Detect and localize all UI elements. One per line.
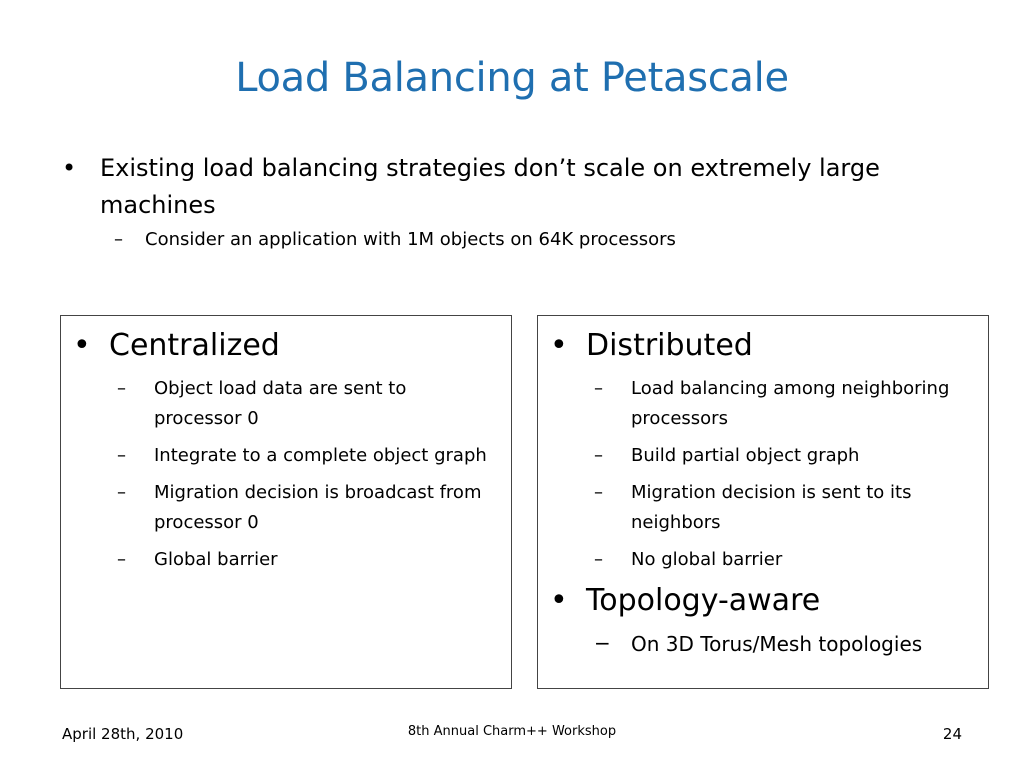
centralized-item (117, 478, 498, 538)
dash-marker: – (117, 482, 126, 503)
centralized-box (60, 315, 512, 689)
main-bullet-item (62, 150, 962, 224)
main-sub-bullet-text: Consider an application with 1M objects on 64K processors (145, 229, 676, 250)
main-sub-bullet-item (114, 226, 962, 254)
dash-marker: – (594, 445, 603, 466)
distributed-item (594, 441, 975, 471)
dash-marker: – (114, 229, 123, 250)
dash-marker: – (594, 549, 603, 570)
distributed-box (537, 315, 989, 689)
distributed-item (594, 374, 975, 434)
main-bullet-list (62, 150, 962, 254)
centralized-item (117, 374, 498, 434)
centralized-item-text: Global barrier (154, 549, 278, 570)
distributed-heading: Distributed (586, 328, 753, 363)
main-bullet-text: Existing load balancing strategies don’t scale on extremely large machines (100, 154, 880, 219)
distributed-item-text: Migration decision is sent to its neighbors (631, 482, 912, 533)
slide-title: Load Balancing at Petascale (235, 55, 789, 101)
topology-item (594, 628, 975, 660)
bullet-marker: • (62, 154, 77, 182)
dash-marker: – (117, 445, 126, 466)
distributed-item-text: Load balancing among neighboring processors (631, 378, 950, 429)
centralized-item (117, 545, 498, 575)
distributed-heading-row (550, 326, 975, 366)
distributed-item-text: Build partial object graph (631, 445, 860, 466)
dash-marker: − (594, 631, 611, 655)
distributed-item (594, 478, 975, 538)
centralized-heading-row (73, 326, 498, 366)
distributed-item-text: No global barrier (631, 549, 783, 570)
dash-marker: – (594, 378, 603, 399)
dash-marker: – (117, 549, 126, 570)
footer-event: 8th Annual Charm++ Workshop (407, 724, 617, 739)
topology-heading: Topology-aware (586, 583, 821, 618)
dash-marker: – (117, 378, 126, 399)
centralized-heading: Centralized (109, 328, 280, 363)
footer-date: April 28th, 2010 (62, 725, 184, 743)
distributed-item (594, 545, 975, 575)
bullet-marker: • (550, 328, 568, 363)
centralized-item-text: Object load data are sent to processor 0 (154, 378, 407, 429)
centralized-item (117, 441, 498, 471)
topology-item-text: On 3D Torus/Mesh topologies (631, 632, 923, 656)
bullet-marker: • (550, 583, 568, 618)
centralized-item-text: Migration decision is broadcast from processor 0 (154, 482, 482, 533)
dash-marker: – (594, 482, 603, 503)
topology-heading-row (550, 581, 975, 621)
centralized-item-text: Integrate to a complete object graph (154, 445, 487, 466)
bullet-marker: • (73, 328, 91, 363)
slide-number: 24 (942, 725, 962, 743)
